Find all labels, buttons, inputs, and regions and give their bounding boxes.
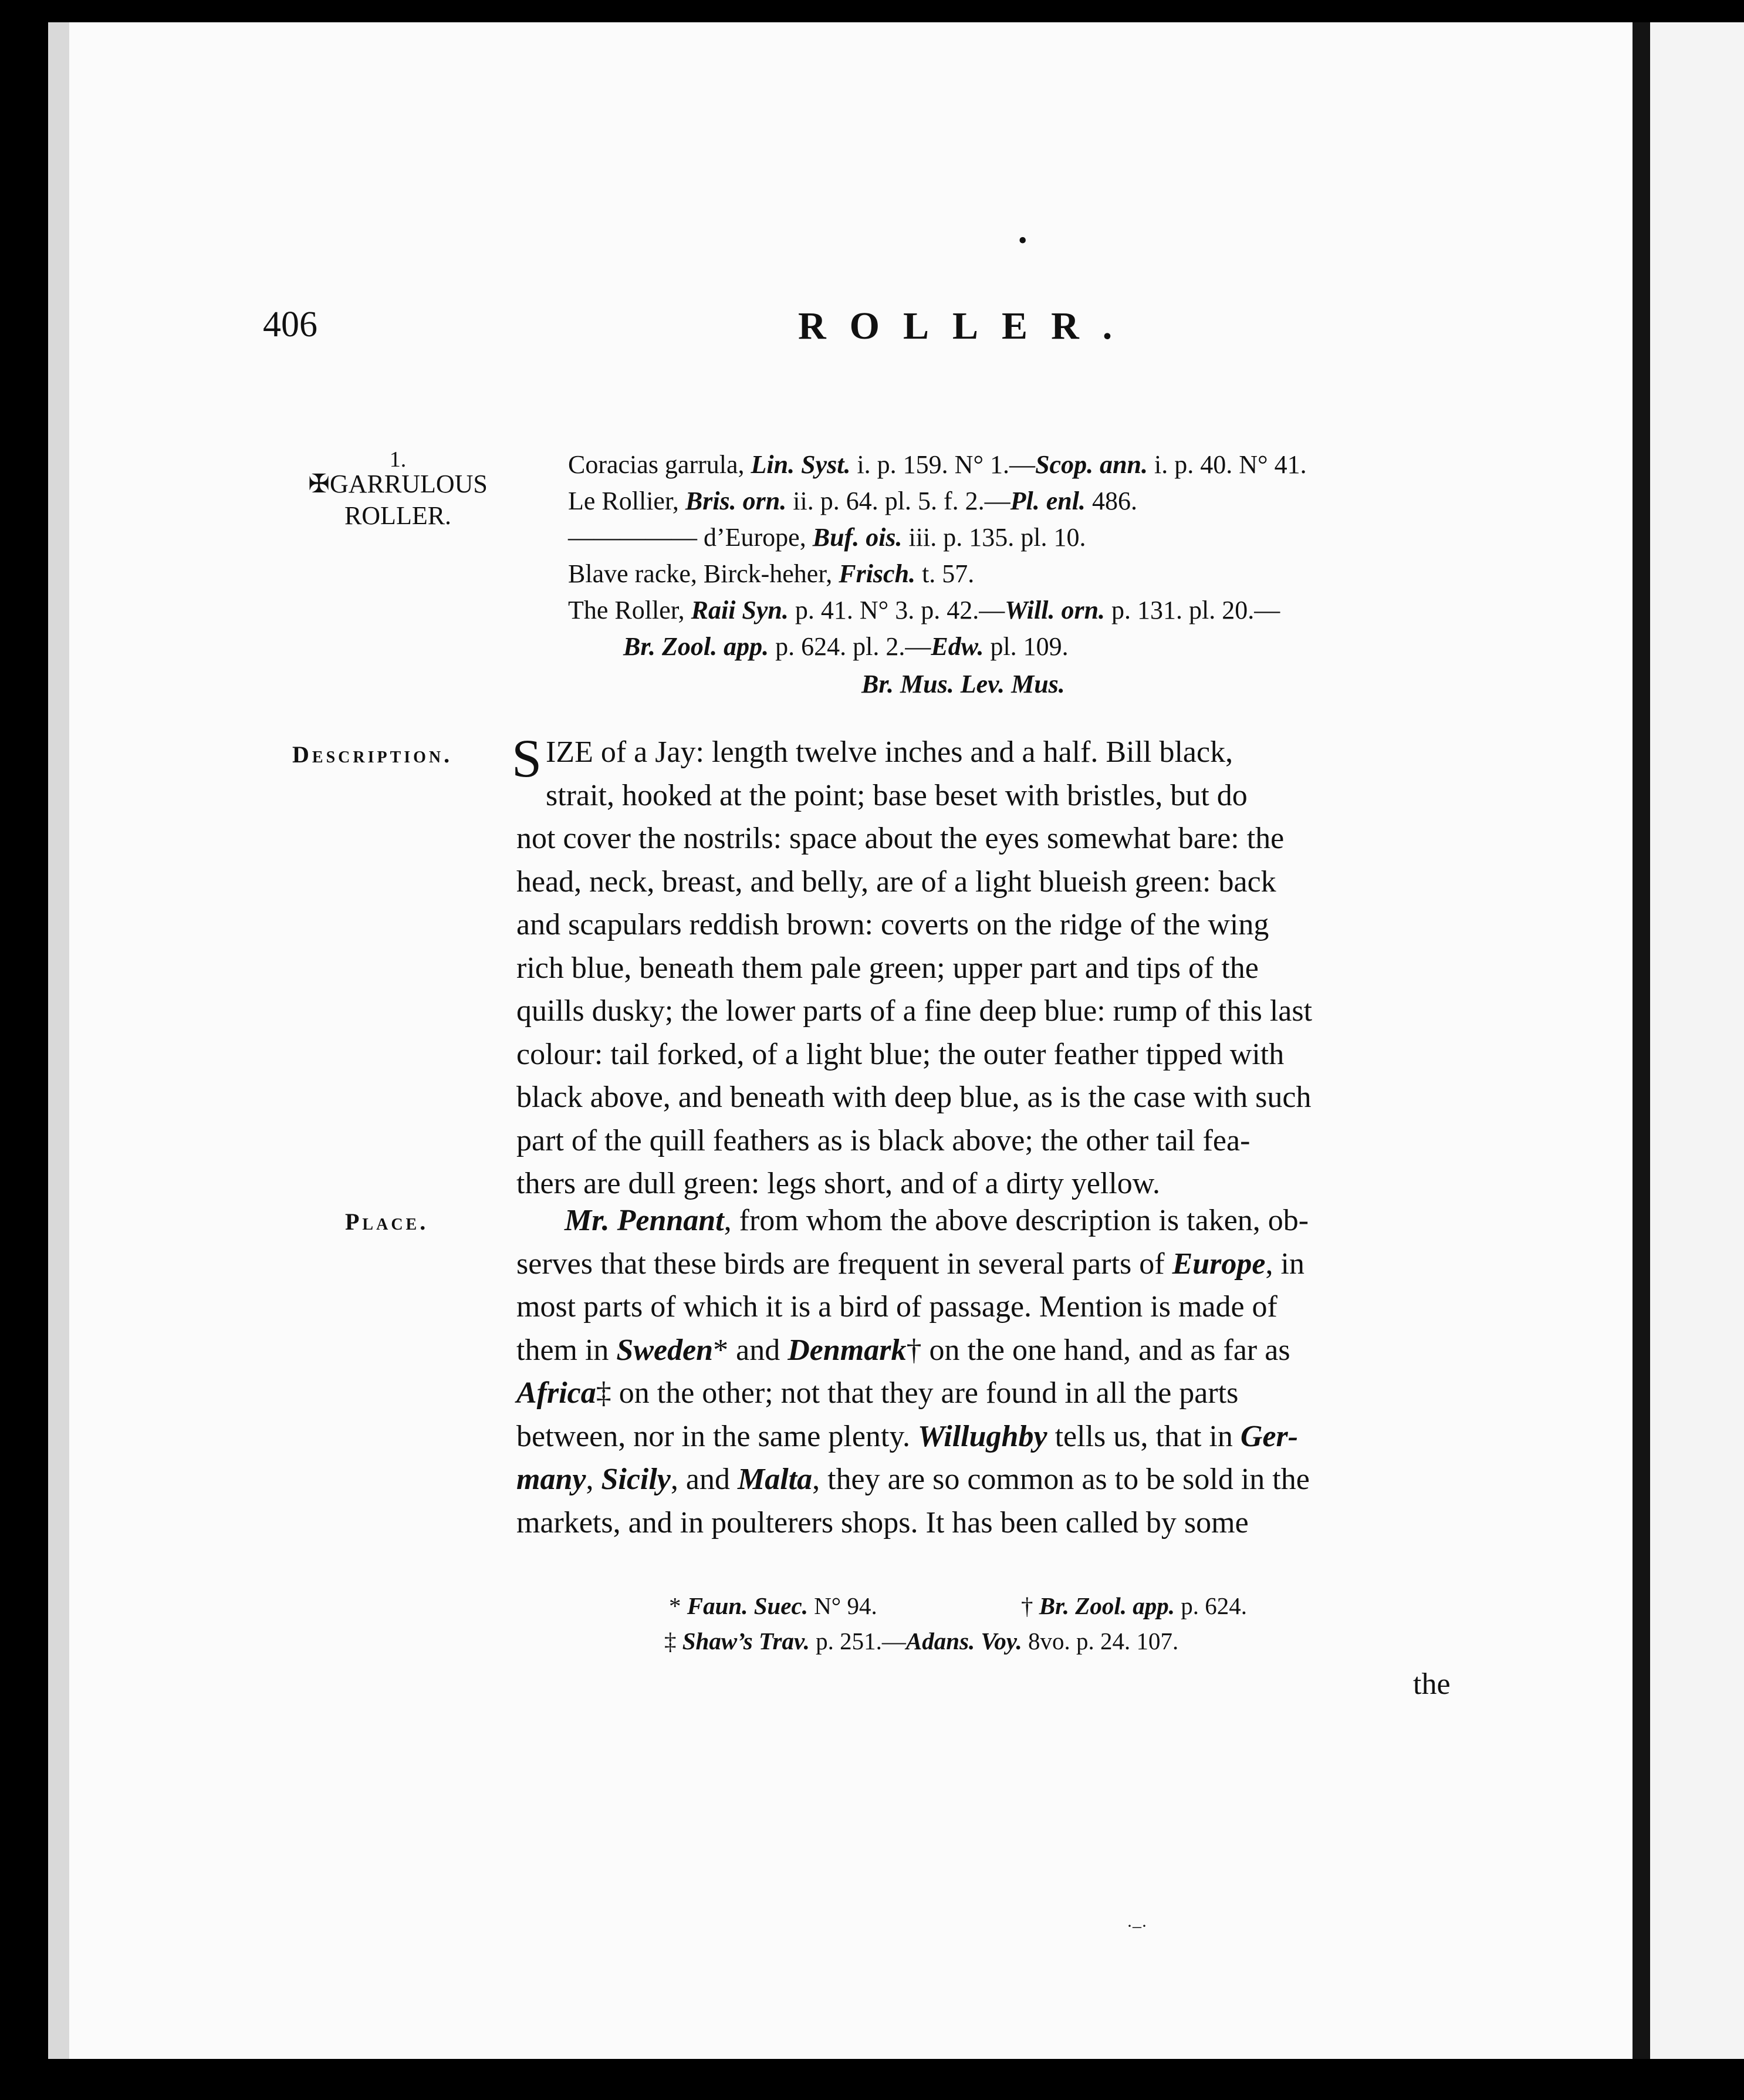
text-run: Coracias garrula, (568, 450, 751, 479)
italic-run: Edw. (931, 632, 984, 661)
text-run: * and (713, 1333, 788, 1367)
italic-run: Willughby (917, 1419, 1047, 1453)
text-run: pl. 109. (983, 632, 1069, 661)
place-line (516, 1419, 1455, 1454)
text-run: The Roller, (568, 596, 691, 624)
species-number: 1. (389, 447, 407, 472)
footnote-sweden (669, 1592, 877, 1620)
italic-run: Br. Zool. app. (1039, 1592, 1175, 1619)
text-run: ‡ (664, 1628, 682, 1655)
italic-run: Adans. Voy. (905, 1628, 1022, 1655)
footnote-denmark (1021, 1592, 1247, 1620)
italic-run: Faun. Suec. (687, 1592, 808, 1619)
species-name-line2: ROLLER. (344, 501, 452, 530)
description-line (512, 728, 1485, 788)
text-run: , in (1265, 1247, 1304, 1281)
text-run: and scapulars reddish brown: coverts on the ridge of the wing (516, 908, 1269, 941)
facing-page-edge (1650, 22, 1744, 2059)
italic-run: many (516, 1463, 586, 1496)
text-run: p. 131. pl. 20.— (1105, 596, 1280, 624)
catchword: the (1413, 1667, 1451, 1701)
text-run: Blave racke, Birck-heher, (568, 559, 839, 588)
page-number: 406 (263, 305, 317, 345)
page-edge (48, 22, 69, 2059)
text-run: ————— d’Europe, (568, 523, 813, 552)
italic-run: Shaw’s Trav. (682, 1628, 810, 1655)
italic-run: Frisch. (839, 559, 916, 588)
text-run: between, nor in the same plenty. (516, 1419, 918, 1453)
text-run: p. 251.— (809, 1628, 906, 1655)
description-line (516, 865, 1455, 899)
italic-run: Scop. ann. (1035, 450, 1148, 479)
description-line (516, 1166, 1455, 1201)
stray-mark: • (1018, 226, 1028, 255)
text-run: IZE of a Jay: length twelve inches and a half. Bill black, (546, 735, 1233, 769)
description-line (516, 821, 1455, 856)
italic-run: Africa (516, 1376, 596, 1410)
sidenote-species (286, 447, 509, 532)
text-run: p. 41. N° 3. p. 42.— (788, 596, 1005, 624)
italic-run: Ger- (1240, 1419, 1299, 1453)
italic-run: Sicily (601, 1463, 671, 1496)
description-line (516, 907, 1455, 942)
text-run: i. p. 40. N° 41. (1148, 450, 1307, 479)
description-line (516, 951, 1455, 985)
text-run: markets, and in poulterers shops. It has been called by some (516, 1505, 1249, 1539)
text-run: † (1021, 1592, 1039, 1619)
place-line (516, 1505, 1455, 1540)
text-run: † on the one hand, and as far as (906, 1333, 1290, 1367)
italic-run: Pl. enl. (1010, 487, 1086, 515)
synonymy-line (568, 486, 1137, 516)
description-line (516, 1080, 1455, 1115)
text-run: p. 624. pl. 2.— (769, 632, 931, 661)
footnote-africa (664, 1627, 1178, 1655)
drop-cap: S (512, 728, 542, 788)
italic-run: Malta (737, 1463, 813, 1496)
synonymy-line (861, 669, 1065, 699)
text-run: ‡ on the other; not that they are found in all the parts (596, 1376, 1239, 1410)
text-run: tells us, that in (1047, 1419, 1241, 1453)
place-line (565, 1203, 1503, 1238)
italic-run: Mr. Pennant (565, 1204, 724, 1237)
text-run: colour: tail forked, of a light blue; the outer feather tipped with (516, 1037, 1285, 1071)
place-line (516, 1376, 1455, 1410)
running-head: ROLLER. (798, 305, 1136, 347)
text-run: them in (516, 1333, 617, 1367)
description-line (516, 994, 1455, 1028)
text-run: Le Rollier, (568, 487, 685, 515)
text-run: , from whom the above description is taken, ob- (724, 1204, 1309, 1237)
text-run: t. 57. (915, 559, 975, 588)
sidenote-place: Place. (345, 1208, 429, 1235)
text-run: N° 94. (807, 1592, 877, 1619)
text-run: , (586, 1463, 601, 1496)
text-run: , and (670, 1463, 738, 1496)
synonymy-line (568, 595, 1280, 625)
text-run: black above, and beneath with deep blue, as is the case with such (516, 1081, 1312, 1114)
place-line (516, 1289, 1455, 1324)
description-line (516, 1037, 1455, 1072)
book-gutter (1633, 22, 1650, 2059)
italic-run: Will. orn. (1005, 596, 1106, 624)
text-run: iii. p. 135. pl. 10. (902, 523, 1086, 552)
bottom-mark: ·–· (1127, 1916, 1147, 1936)
text-run (954, 670, 961, 698)
synonymy-line (568, 559, 974, 589)
place-line (516, 1333, 1455, 1368)
text-run: thers are dull green: legs short, and of a dirty yellow. (516, 1167, 1160, 1200)
description-line (546, 778, 1485, 813)
text-run: 8vo. p. 24. 107. (1022, 1628, 1179, 1655)
species-name-line1: ✠GARRULOUS (308, 470, 488, 498)
place-line (516, 1247, 1455, 1281)
italic-run: Buf. ois. (812, 523, 903, 552)
synonymy-line (568, 450, 1307, 480)
text-run: rich blue, beneath them pale green; upper part and tips of the (516, 951, 1259, 985)
italic-run: Raii Syn. (691, 596, 789, 624)
text-run: strait, hooked at the point; base beset with bristles, but do (546, 778, 1248, 812)
italic-run: Br. Zool. app. (623, 632, 769, 661)
italic-run: Denmark (787, 1333, 907, 1367)
text-run: i. p. 159. N° 1.— (850, 450, 1036, 479)
sidenote-description: Description. (292, 741, 453, 768)
italic-run: Sweden (616, 1333, 714, 1367)
text-run: serves that these birds are frequent in several parts of (516, 1247, 1172, 1281)
description-line (516, 1123, 1455, 1158)
text-run: 486. (1085, 487, 1137, 515)
italic-run: Bris. orn. (685, 487, 787, 515)
synonymy-line (623, 632, 1069, 661)
text-run: p. 624. (1174, 1592, 1247, 1619)
text-run: part of the quill feathers as is black above; the other tail fea- (516, 1123, 1250, 1157)
italic-run: Lev. Mus. (960, 670, 1065, 698)
text-run: ii. p. 64. pl. 5. f. 2.— (786, 487, 1010, 515)
place-line (516, 1462, 1455, 1497)
italic-run: Br. Mus. (861, 670, 954, 698)
synonymy-line (568, 522, 1086, 552)
italic-run: Europe (1172, 1247, 1266, 1281)
text-run: head, neck, breast, and belly, are of a light blueish green: back (516, 865, 1276, 899)
text-run: , they are so common as to be sold in the (812, 1463, 1310, 1496)
text-run: * (669, 1592, 687, 1619)
text-run: quills dusky; the lower parts of a fine deep blue: rump of this last (516, 994, 1313, 1028)
text-run: most parts of which it is a bird of passage. Mention is made of (516, 1290, 1277, 1324)
text-run: not cover the nostrils: space about the eyes somewhat bare: the (516, 822, 1285, 855)
italic-run: Lin. Syst. (751, 450, 851, 479)
